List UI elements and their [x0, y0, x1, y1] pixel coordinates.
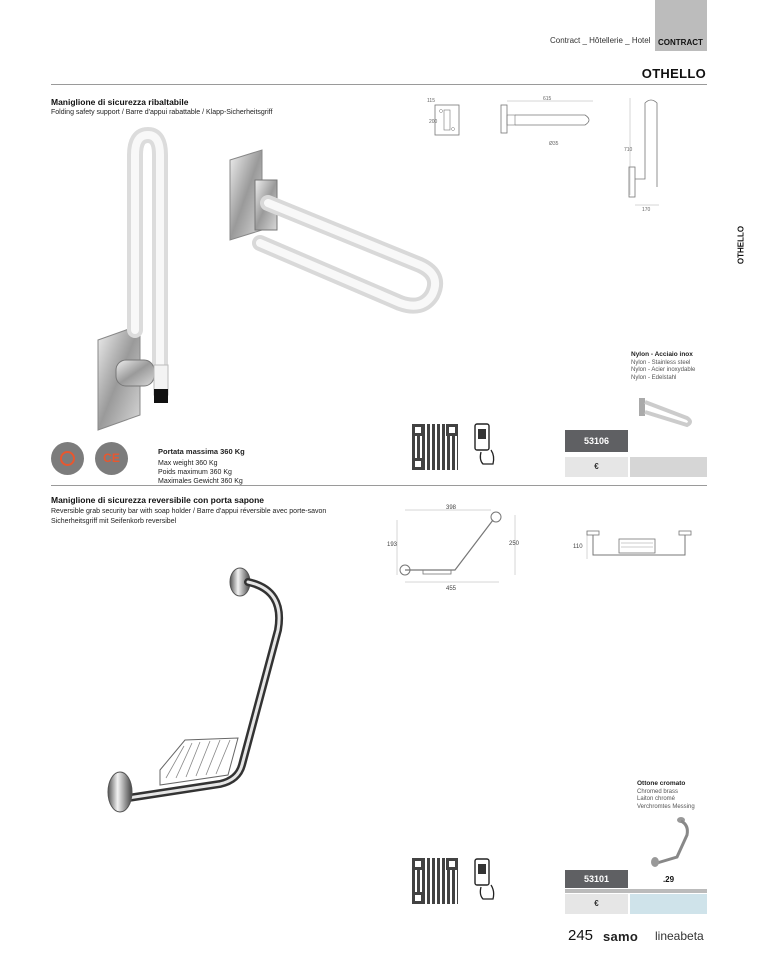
product2-material: Ottone cromato Chromed brass Laiton chromé Verchromtes Messing — [637, 780, 695, 810]
product1-title: Maniglione di sicurezza ribaltabile — [51, 97, 189, 107]
svg-text:200: 200 — [429, 119, 438, 125]
header-divider — [51, 84, 707, 85]
ce-mark-icon: CE — [95, 442, 128, 475]
svg-text:170: 170 — [642, 207, 651, 213]
product1-material: Nylon - Acciaio inox Nylon - Stainless steel Nylon - Acier inoxydable Nylon - Edelstahl — [631, 351, 696, 381]
svg-text:110: 110 — [573, 544, 583, 550]
product1-photo — [90, 125, 460, 435]
smartphone-icon — [471, 857, 497, 901]
product2-price-cell — [630, 894, 707, 914]
svg-text:115: 115 — [427, 98, 435, 104]
contract-tab — [655, 0, 707, 51]
product1-weight: Portata massima 360 Kg Max weight 360 Kg Poids maximum 360 Kg Maximales Gewicht 360 Kg — [158, 447, 245, 485]
svg-text:250: 250 — [509, 541, 520, 547]
product1-qr-code[interactable] — [412, 424, 458, 470]
sub-brand-logo: lineabeta — [655, 929, 704, 943]
contract-tab-label: CONTRACT — [658, 38, 703, 47]
product2-side-drawing — [565, 525, 705, 565]
product1-code: 53106 — [565, 430, 628, 452]
product1-currency: € — [565, 457, 628, 477]
collection-title: OTHELLO — [641, 66, 706, 81]
product2-photo — [100, 560, 300, 820]
product1-subtitle: Folding safety support / Barre d'appui rabattable / Klapp-Sicherheitsgriff — [51, 109, 273, 116]
product2-currency: € — [565, 894, 628, 914]
product2-qr-code[interactable] — [412, 858, 458, 904]
svg-text:Ø35: Ø35 — [549, 141, 559, 147]
svg-text:398: 398 — [446, 505, 457, 511]
product1-price — [630, 457, 707, 477]
product2-subtitle-2: Sicherheitsgriff mit Seifenkorb reversibel — [51, 518, 177, 525]
brand-logo: samo — [603, 929, 639, 944]
product2-subtitle-1: Reversible grab security bar with soap holder / Barre d'appui réversible avec porte-savon — [51, 508, 327, 515]
smartphone-icon — [471, 422, 497, 466]
product2-title: Maniglione di sicurezza reversibile con porta sapone — [51, 495, 265, 505]
svg-text:710: 710 — [624, 147, 633, 153]
section-nav: Contract _ Hôtellerie _ Hotel — [550, 36, 651, 45]
side-collection-label: OTHELLO — [736, 225, 746, 265]
svg-text:615: 615 — [543, 96, 552, 102]
product2-price-value: .29 — [662, 875, 675, 884]
product2-front-drawing — [385, 500, 525, 600]
page-number: 245 — [568, 927, 594, 944]
product2-code: 53101 — [565, 870, 628, 888]
product1-thumbnail — [637, 392, 697, 430]
product1-drawings — [425, 95, 745, 215]
warranty-icon — [51, 442, 84, 475]
product2-thumbnail — [647, 815, 697, 870]
svg-text:455: 455 — [446, 586, 457, 592]
product-divider — [51, 485, 707, 486]
svg-text:193: 193 — [387, 542, 398, 548]
